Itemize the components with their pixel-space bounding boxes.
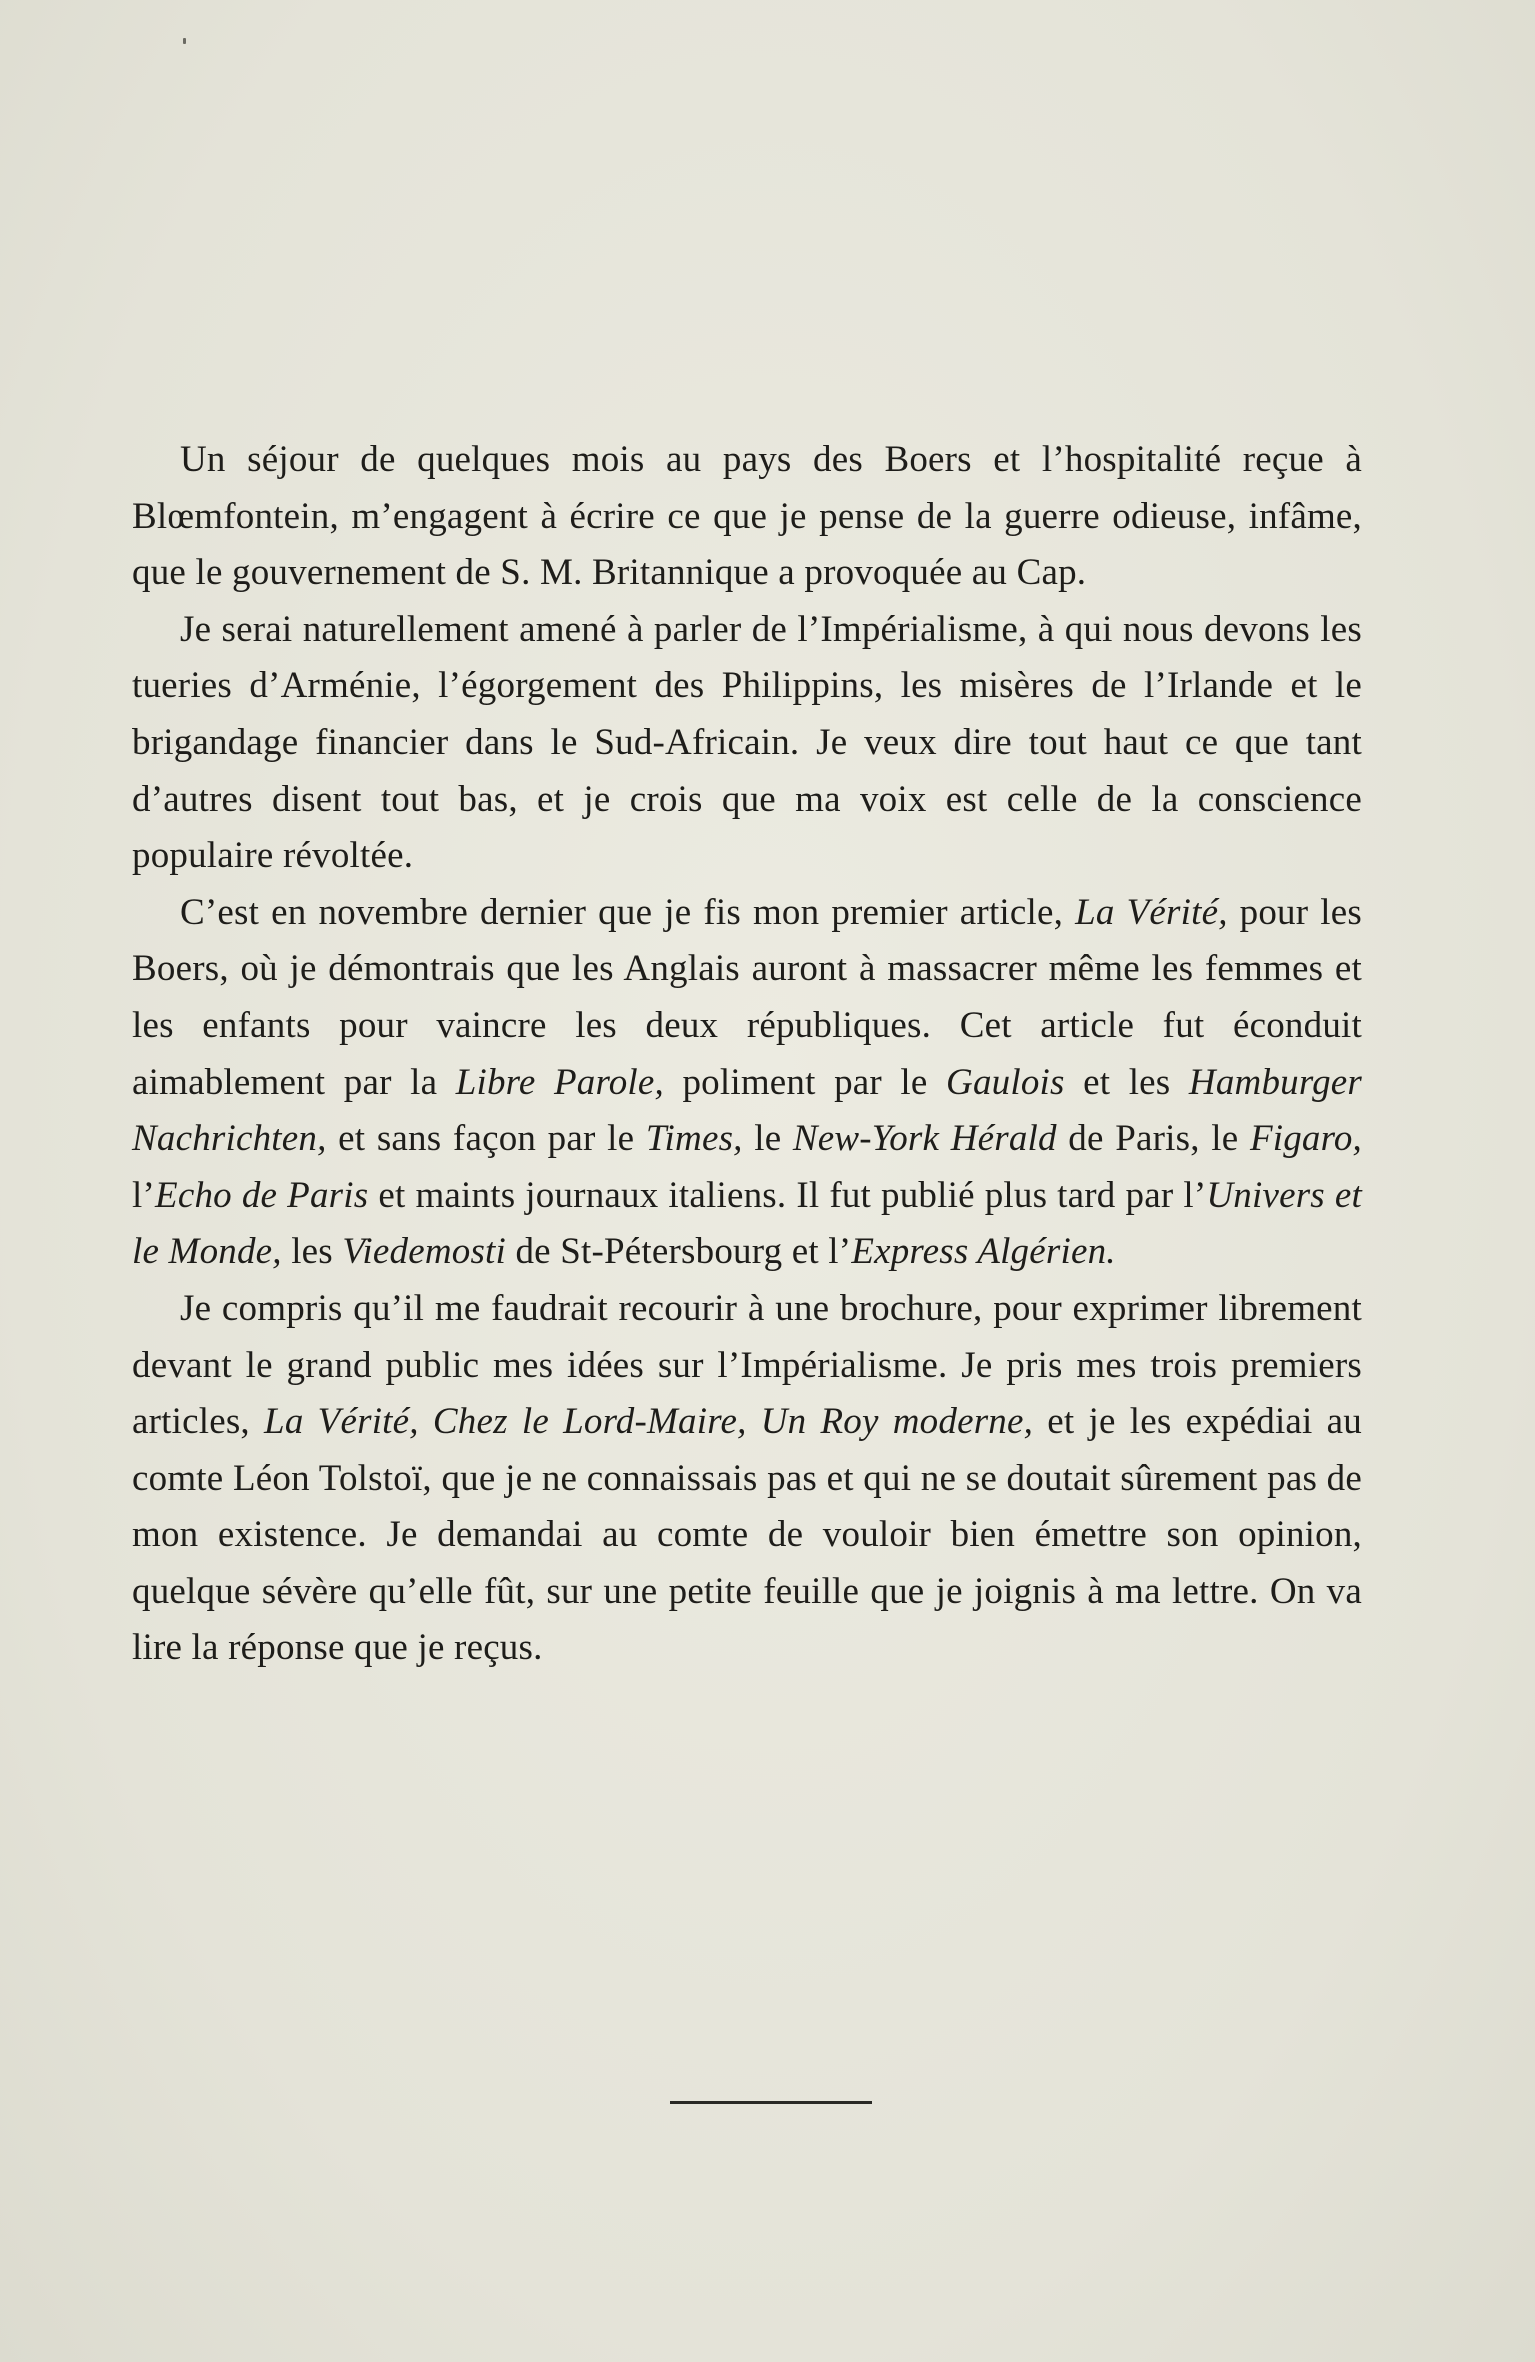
text-run: et les [1064, 1061, 1189, 1103]
italic-title: Figaro, [1249, 1118, 1362, 1160]
paragraph [132, 432, 1362, 602]
italic-title: Express Algérien. [851, 1231, 1116, 1273]
text-run: et je les expédiai au comte Léon Tolstoï, que je ne connaissais pas et qui ne se doutait sûrement pas de mon existence. Je demandai au comte de vouloir bien émettre son opinion, quelque sévère qu’elle fût, sur une petite feuille que je joignis à ma lettre. On va lire la réponse que je reçus. [132, 1401, 1363, 1669]
italic-title: Echo de Paris [155, 1174, 369, 1216]
italic-title: La Vérité, Chez le Lord-Maire, Un Roy moderne, [264, 1401, 1034, 1443]
text-run: et sans façon par le [326, 1118, 646, 1160]
italic-title: Times, [645, 1118, 743, 1160]
end-rule [670, 2101, 872, 2104]
text-run: de Paris, le [1056, 1118, 1250, 1160]
paragraph [132, 602, 1362, 885]
text-run: C’est en novembre dernier que je fis mon premier article, [180, 891, 1076, 933]
italic-title: New-York Hérald [792, 1118, 1057, 1160]
ink-speck [183, 38, 186, 44]
text-run: Je compris qu’il me faudrait recourir à une brochure, pour exprimer librement devant le grand public mes idées sur l’Impérialisme. Je pris mes trois premiers articles, [132, 1287, 1362, 1443]
italic-title: Libre Parole, [455, 1061, 664, 1103]
italic-title: Univers et le Monde, [132, 1174, 1362, 1273]
text-run: poliment par le [663, 1061, 947, 1103]
italic-title: Viedemosti [342, 1231, 507, 1273]
text-run: les [281, 1231, 343, 1273]
paragraph [132, 1281, 1362, 1677]
italic-title: Hamburger Nachrichten, [132, 1061, 1362, 1160]
text-run: pour les Boers, où je démontrais que les Anglais auront à massacrer même les femmes et les enfants pour vaincre les deux républiques. Cet article fut éconduit aimablement par la [132, 891, 1362, 1103]
text-run: Je serai naturellement amené à parler de l’Impérialisme, à qui nous devons les tueries d’Arménie, l’égorgement des Philippins, les misères de l’Irlande et le brigandage financier dans le Sud-Africain. Je veux dire tout haut ce que tant d’autres disent tout bas, et je crois que ma voix est celle de la conscience populaire révoltée. [132, 608, 1362, 877]
text-run: l’ [132, 1174, 156, 1216]
italic-title: Gaulois [946, 1061, 1065, 1103]
text-run: Un séjour de quelques mois au pays des Boers et l’hospitalité reçue à Blœmfontein, m’engagent à écrire ce que je pense de la guerre odieuse, infâme, que le gouvernement de S. M. Britannique a provoquée au Cap. [132, 439, 1362, 594]
body-text [132, 432, 1362, 1677]
text-run: et maints journaux italiens. Il fut publié plus tard par l’ [368, 1174, 1207, 1216]
text-run: de St-Pétersbourg et l’ [506, 1231, 852, 1273]
paragraph [132, 885, 1362, 1281]
italic-title: La Vérité, [1075, 891, 1228, 933]
text-run: le [742, 1118, 793, 1160]
